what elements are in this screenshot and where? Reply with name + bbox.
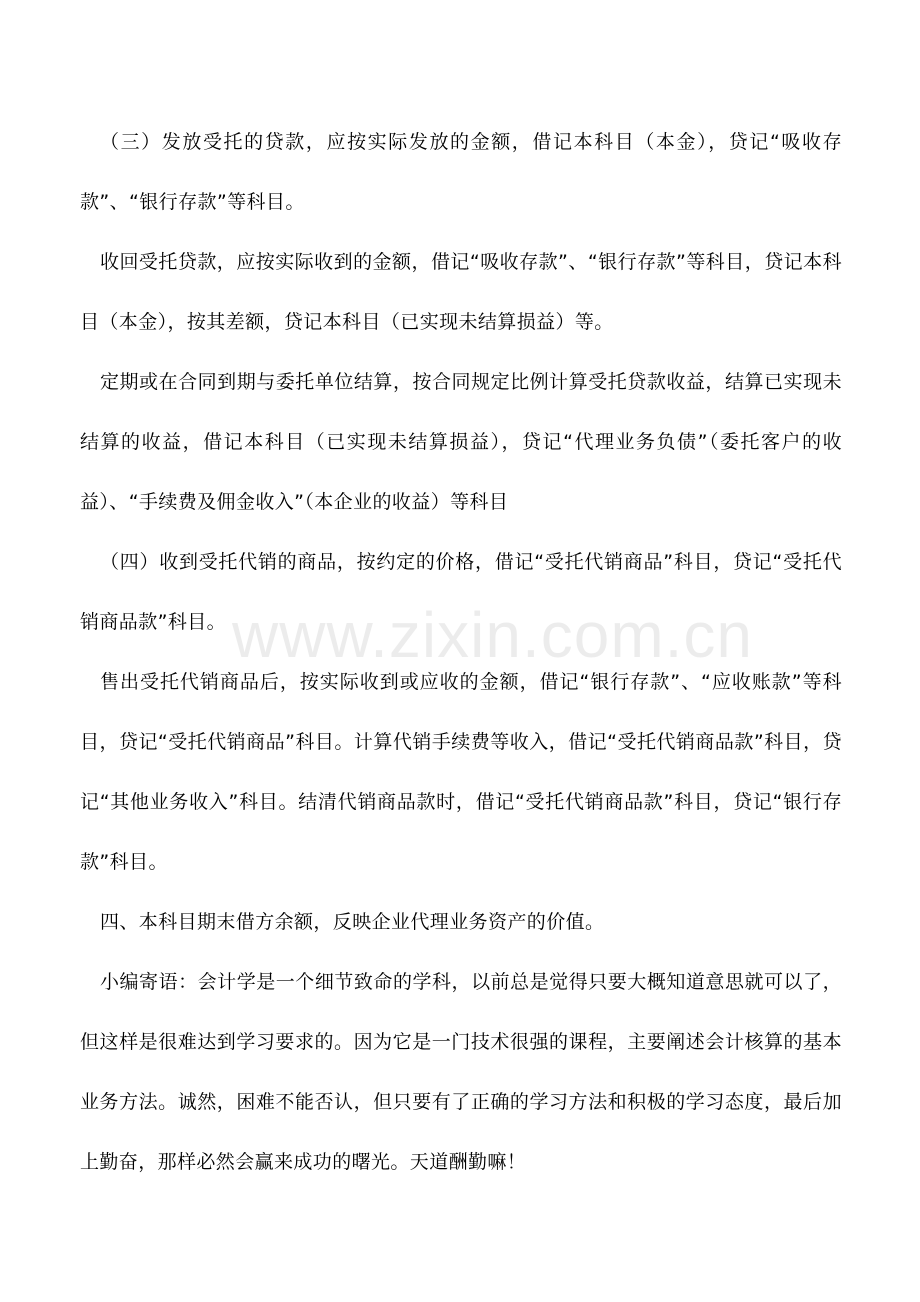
paragraph-3-issue-entrusted-loan: （三）发放受托的贷款，应按实际发放的金额，借记本科目（本金），贷记“吸收存款”、“银行存款”等科目。 [80, 131, 842, 213]
paragraph-4-receive-consignment: （四）收到受托代销的商品，按约定的价格，借记“受托代销商品”科目，贷记“受托代销商品款”科目。 [80, 551, 842, 633]
watermark: www.zixin.com.cn [232, 599, 753, 671]
paragraph-periodic-settlement: 定期或在合同到期与委托单位结算，按合同规定比例计算受托贷款收益，结算已实现未结算的收益，借记本科目（已实现未结算损益），贷记“代理业务负债”（委托客户的收益）、“手续费及佣金收入”（本企业的收益）等科目 [80, 371, 842, 513]
paragraph-recover-entrusted-loan: 收回受托贷款，应按实际收到的金额，借记“吸收存款”、“银行存款”等科目，贷记本科目（本金），按其差额，贷记本科目（已实现未结算损益）等。 [80, 251, 843, 333]
paragraph-period-end-balance: 四、本科目期末借方余额，反映企业代理业务资产的价值。 [100, 911, 605, 933]
document-body [80, 112, 842, 1192]
paragraph-editor-note: 小编寄语：会计学是一个细节致命的学科，以前总是觉得只要大概知道意思就可以了，但这样是很难达到学习要求的。因为它是一门技术很强的课程，主要阐述会计核算的基本业务方法。诚然，困难不能否认，但只要有了正确的学习方法和积极的学习态度，最后加上勤奋，那样必然会赢来成功的曙光。天道酬勤嘛！ [80, 971, 842, 1173]
paragraph-sell-consignment: 售出受托代销商品后，按实际收到或应收的金额，借记“银行存款”、“应收账款”等科目，贷记“受托代销商品”科目。计算代销手续费等收入，借记“受托代销商品款”科目，贷记“其他业务收入”科目。结清代销商品款时，借记“受托代销商品款”科目，贷记“银行存款”科目。 [80, 671, 842, 873]
